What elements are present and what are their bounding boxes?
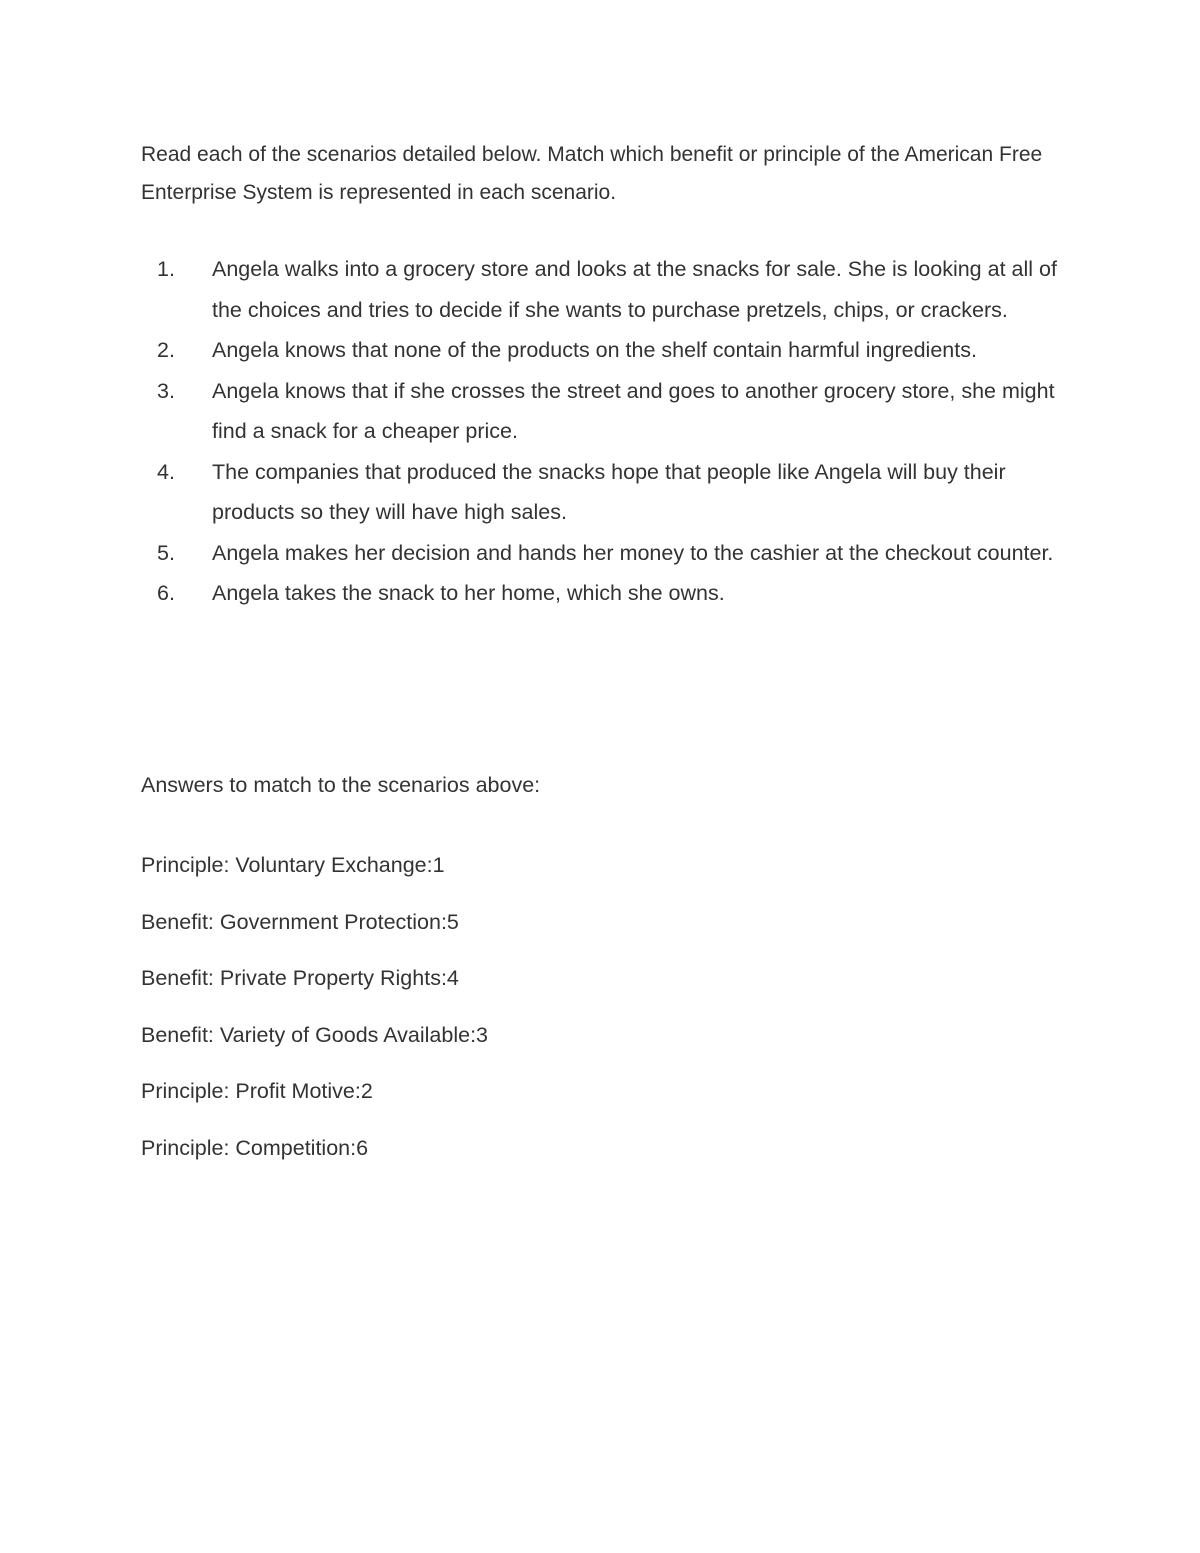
list-item-text: Angela knows that if she crosses the street and goes to another grocery store, she might find a snack for a cheaper price. (212, 378, 1055, 443)
list-item-text: Angela makes her decision and hands her money to the cashier at the checkout counter. (212, 540, 1054, 565)
list-item-text: Angela walks into a grocery store and looks at the snacks for sale. She is looking at all of the choices and tries to decide if she wants to purchase pretzels, chips, or crackers. (212, 257, 1057, 322)
list-item-text: Angela takes the snack to her home, which she owns. (212, 581, 725, 605)
list-item-number: 6. (157, 581, 175, 605)
list-item-number: 2. (157, 338, 175, 362)
list-item (141, 533, 1071, 574)
list-item-text: The companies that produced the snacks hope that people like Angela will buy their products so they will have high sales. (212, 459, 1006, 524)
scenario-list (141, 249, 1071, 614)
answer-item: Benefit: Private Property Rights:4 (141, 966, 459, 991)
list-item-number: 3. (157, 378, 175, 403)
list-item-number: 4. (157, 459, 175, 484)
list-item (141, 330, 1071, 371)
answer-item: Principle: Voluntary Exchange:1 (141, 853, 445, 877)
list-item (141, 371, 1071, 452)
list-item (141, 452, 1071, 533)
answer-item: Principle: Profit Motive:2 (141, 1079, 373, 1104)
list-item-number: 1. (157, 257, 175, 281)
list-item (141, 573, 1071, 614)
list-item-text: Angela knows that none of the products on the shelf contain harmful ingredients. (212, 338, 977, 362)
answer-item: Principle: Competition:6 (141, 1135, 369, 1160)
intro-paragraph: Read each of the scenarios detailed below. Match which benefit or principle of the American Free Enterprise System is represented in each scenario. (141, 143, 1043, 204)
answers-heading: Answers to match to the scenarios above: (141, 773, 541, 797)
list-item (141, 249, 1071, 330)
list-item-number: 5. (157, 540, 175, 565)
answer-item: Benefit: Government Protection:5 (141, 909, 459, 934)
answer-item: Benefit: Variety of Goods Available:3 (141, 1022, 489, 1047)
answer-list (141, 848, 488, 1188)
